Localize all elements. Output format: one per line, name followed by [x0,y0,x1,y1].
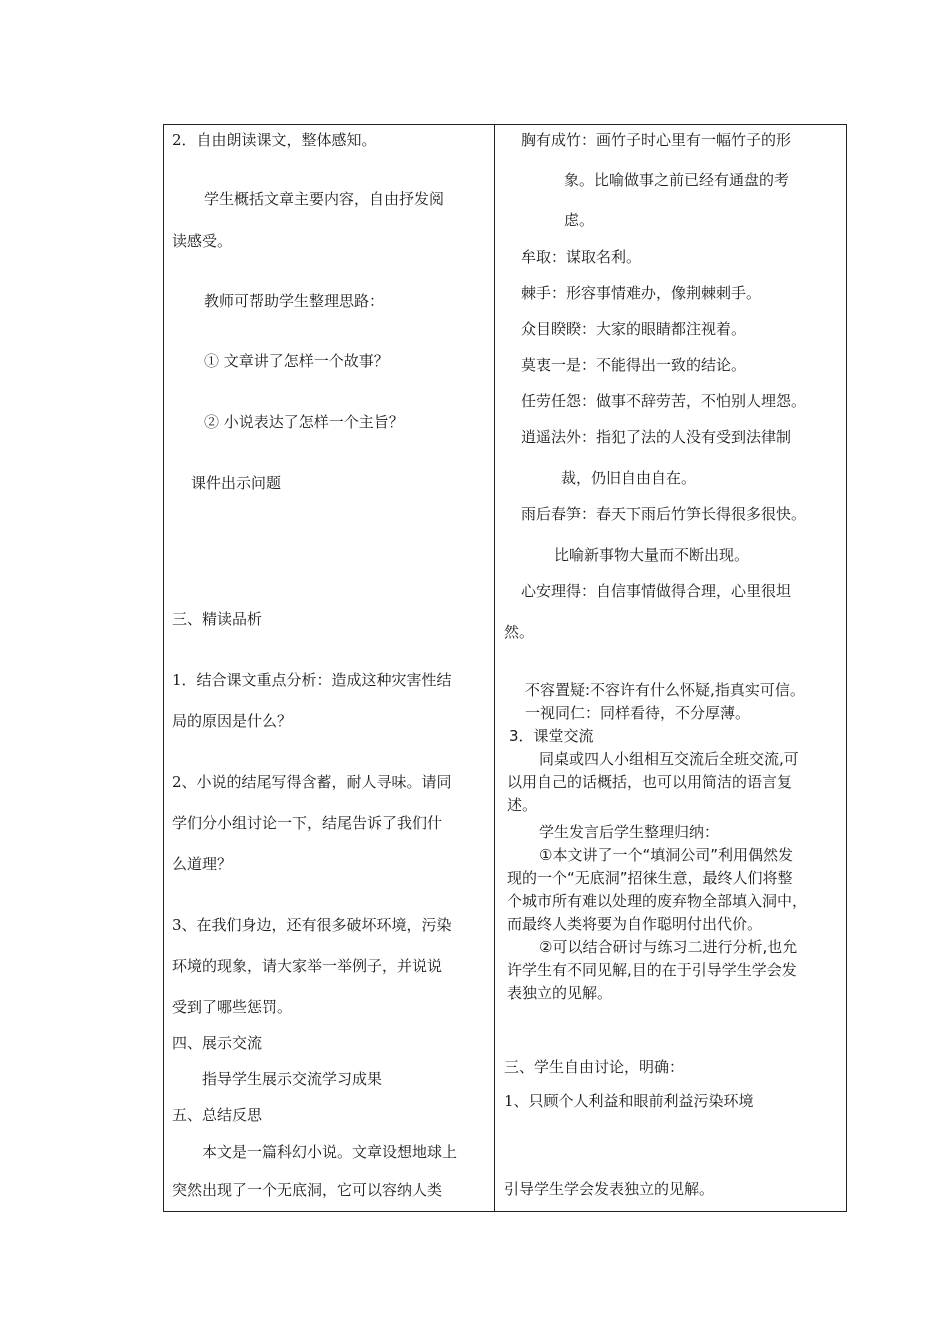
idiom-entry: 任劳任怨：做事不辞劳苦，不怕别人埋怨。 [521,392,807,410]
right-line: 以用自己的话概括，也可以用简洁的语言复 [507,773,793,791]
right-line: 现的一个“无底洞”招徕生意，最终人们将整 [507,869,793,887]
right-line: 引导学生学会发表独立的见解。 [504,1180,715,1198]
section-heading: 四、展示交流 [172,1034,263,1052]
idiom-entry: 牟取：谋取名利。 [521,248,642,266]
right-line: ①本文讲了一个“填洞公司”利用偶然发 [539,846,793,864]
section-heading: 3．课堂交流 [509,727,594,745]
idiom-entry: 雨后春笋：春天下雨后竹笋长得很多很快。 [521,505,807,523]
right-line: 表独立的见解。 [507,984,613,1002]
idiom-entry: 虑。 [564,211,595,229]
idiom-entry: 胸有成竹：画竹子时心里有一幅竹子的形 [521,131,792,149]
left-line: 读感受。 [172,232,233,250]
right-line: 述。 [507,796,538,814]
section-heading: 三、学生自由讨论，明确： [504,1058,685,1076]
left-line: 突然出现了一个无底洞，它可以容纳人类 [172,1181,443,1199]
left-line: 受到了哪些惩罚。 [172,998,293,1016]
idiom-entry: 心安理得：自信事情做得合理，心里很坦 [521,582,792,600]
right-line: 学生发言后学生整理归纳： [539,823,720,841]
left-line: 环境的现象，请大家举一举例子，并说说 [172,957,443,975]
right-line: 同桌或四人小组相互交流后全班交流,可 [539,750,799,768]
left-line: 学生概括文章主要内容，自由抒发阅 [204,190,445,208]
idiom-entry: 逍遥法外：指犯了法的人没有受到法律制 [521,428,792,446]
right-line: 许学生有不同见解,目的在于引导学生学会发 [507,961,797,979]
left-line: 学们分小组讨论一下，结尾告诉了我们什 [172,814,443,832]
section-heading: 五、总结反思 [172,1106,263,1124]
left-line: 2．自由朗读课文，整体感知。 [172,131,377,149]
right-line: 而最终人类将要为自作聪明付出代价。 [507,915,763,933]
idiom-entry: 象。比喻做事之前已经有通盘的考 [564,171,790,189]
section-heading: 三、精读品析 [172,610,263,628]
left-line: 局的原因是什么？ [172,712,293,730]
idiom-entry: 一视同仁：同样看待，不分厚薄。 [525,704,751,722]
left-line: 本文是一篇科幻小说。文章设想地球上 [202,1143,458,1161]
left-line: 1．结合课文重点分析：造成这种灾害性结 [172,671,452,689]
left-line: ② 小说表达了怎样一个主旨？ [204,413,404,431]
column-divider [494,125,495,1211]
left-line: 2、小说的结尾写得含蓄，耐人寻味。请同 [172,773,452,791]
right-line: 1、只顾个人利益和眼前利益污染环境 [504,1092,754,1110]
idiom-entry: 然。 [504,623,535,641]
idiom-entry: 裁，仍旧自由自在。 [561,469,697,487]
idiom-entry: 不容置疑:不容许有什么怀疑,指真实可信。 [525,681,805,699]
left-line: 3、在我们身边，还有很多破坏环境，污染 [172,916,452,934]
left-line: 么道理？ [172,855,233,873]
idiom-entry: 莫衷一是：不能得出一致的结论。 [521,356,747,374]
left-line: ① 文章讲了怎样一个故事？ [204,352,389,370]
right-line: 个城市所有难以处理的废弃物全部填入洞中， [507,892,808,910]
left-line: 指导学生展示交流学习成果 [202,1070,383,1088]
right-line: ②可以结合研讨与练习二进行分析,也允 [539,938,798,956]
lesson-table [163,124,847,1212]
idiom-entry: 比喻新事物大量而不断出现。 [554,546,750,564]
left-line: 教师可帮助学生整理思路： [204,292,385,310]
left-line: 课件出示问题 [191,474,282,492]
idiom-entry: 众目睽睽：大家的眼睛都注视着。 [521,320,747,338]
idiom-entry: 棘手：形容事情难办，像荆棘刺手。 [521,284,762,302]
